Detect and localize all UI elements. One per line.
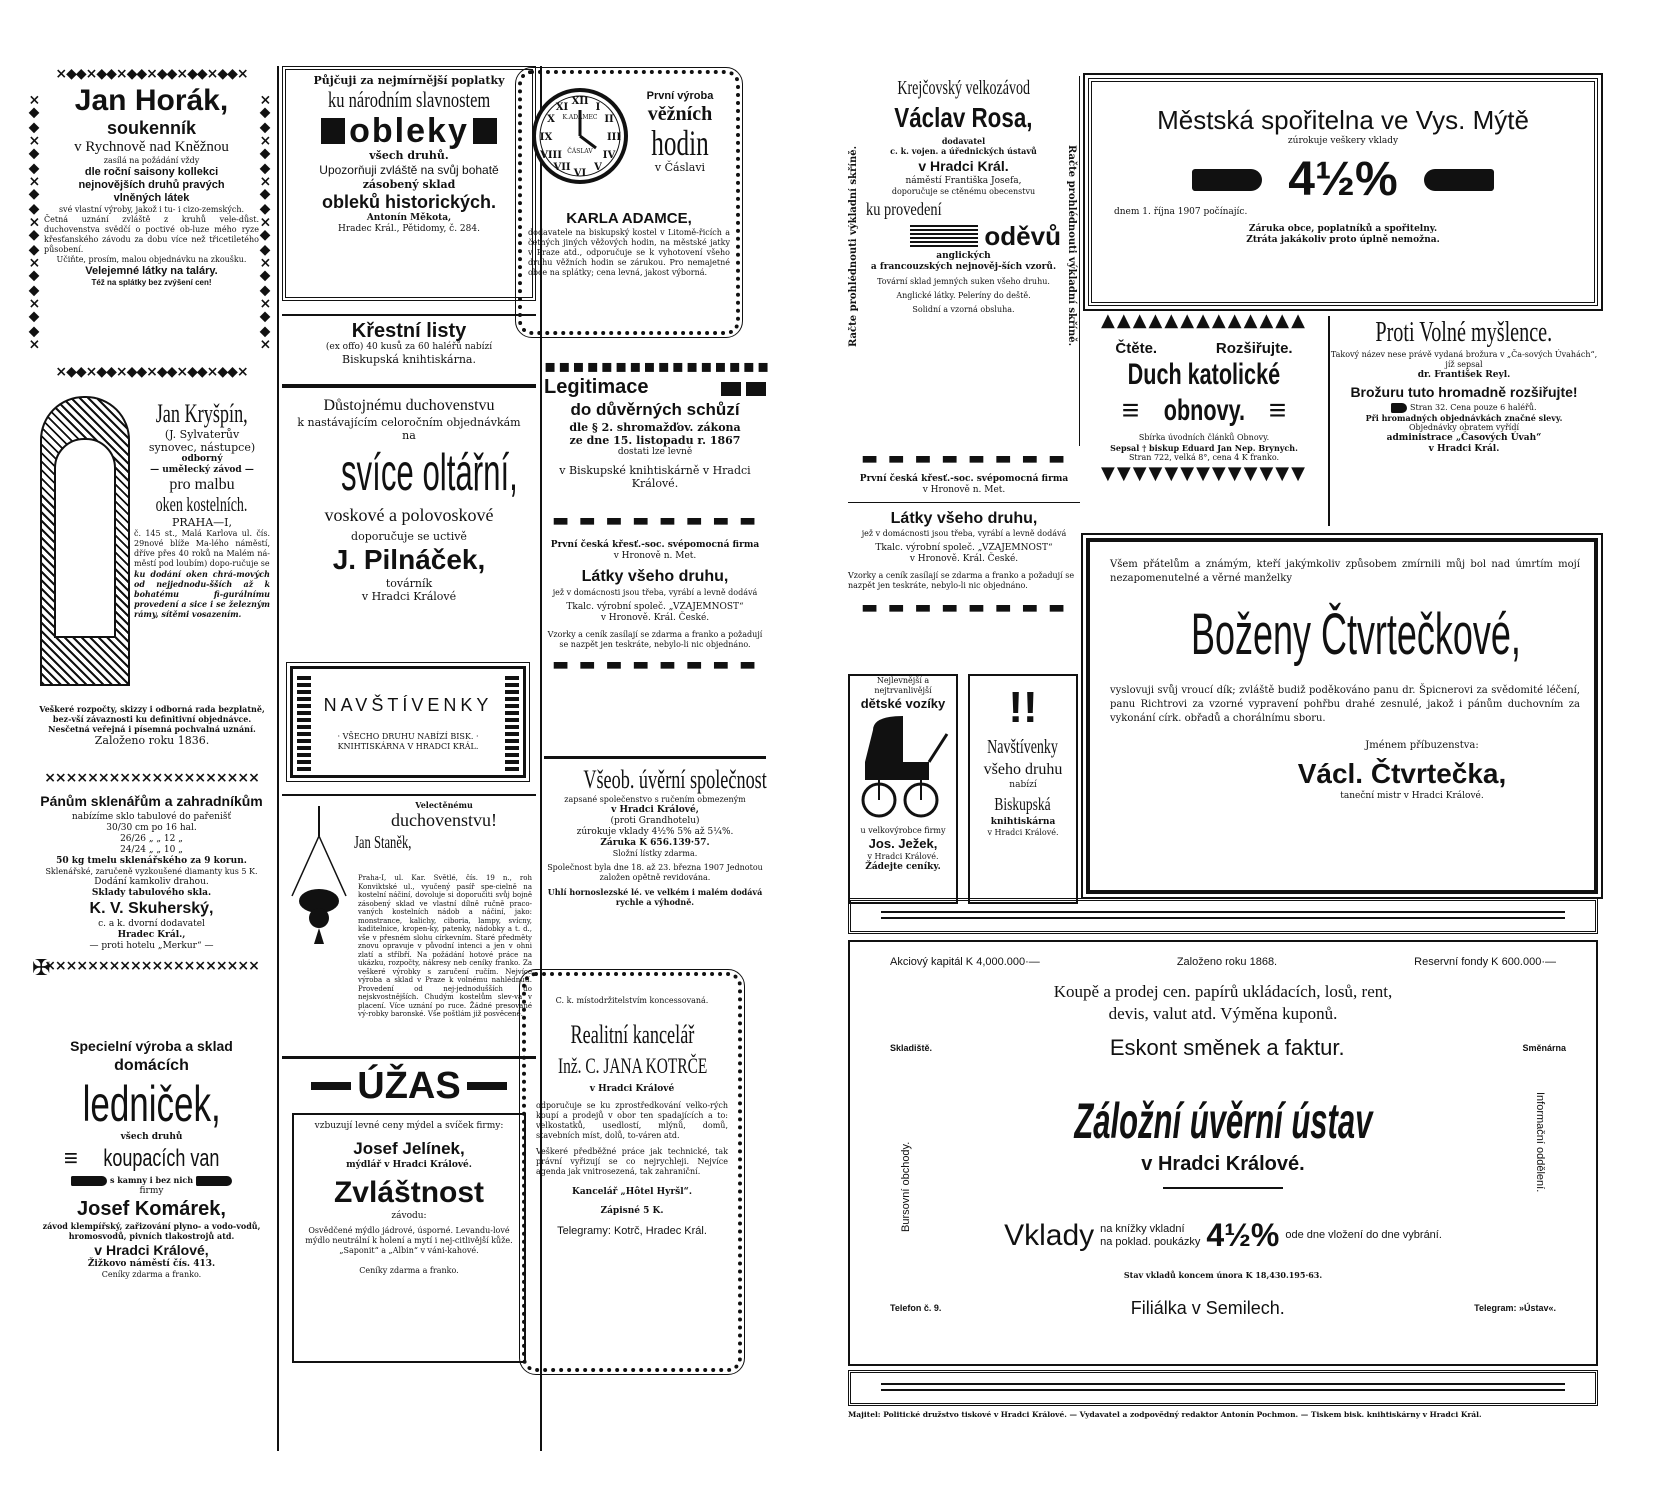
svg-text:X: X (547, 114, 555, 125)
ad-text: Objednávky obratem vyřídí (1408, 423, 1520, 432)
interest-rate: 4½% (1206, 1217, 1280, 1253)
clock-label: K.ADAMEC (562, 114, 598, 121)
ad-text: č. 145 st., Malá Karlova ul. čís. 29nové blíže Ma-lého náměstí, dříve přes 40 roků na Malém ná-městí pod loubím) dopo-ručuje se (134, 529, 270, 568)
ad-text: administrace „Časových Úvah“ (1386, 433, 1542, 443)
ad-text: voskové a polovoskové (324, 505, 494, 525)
ad-text: v Hradci Králové, (611, 805, 699, 815)
ad-text: jež v domácnosti jsou třeba, vyrábí a levně dodává (861, 529, 1067, 538)
ad-text: taneční mistr v Hradci Králové. (1340, 791, 1484, 801)
lines-graphic (910, 225, 978, 247)
ad-text: Upozorňuji zvláště na svůj bohatě (319, 163, 499, 177)
ad-text: Hradec Král., (117, 930, 186, 940)
ad-headline: svíce oltářní, (340, 444, 518, 502)
ad-text: Koupě a prodej cen. papírů ukládacích, losů, rent, (1053, 982, 1393, 1001)
ad-text: na knížky vkladní (1100, 1222, 1185, 1235)
ad-text: Společnost byla dne 18. až 23. března 1907 Jednotou založen opětně revidována. (547, 863, 763, 882)
ad-text: v Čáslavi (654, 161, 706, 174)
ad-uzas (282, 1056, 536, 1376)
ad-text: Složní lístky zdarma. (612, 849, 698, 858)
imprint-footer: Majitel: Politické družstvo tiskové v Hradci Králové. — Vydavatel a zodpovědný redaktor Antonín Pochmon. — Tiskem bisk. knihtiskárny v Hradci Král. (848, 1410, 1482, 1419)
ad-text: nejnovějších druhů pravých (78, 179, 225, 191)
ad-text: Vzorky a ceník zasílají se zdarma a franko a požadují se nazpět jen teskráte, nebylo-li nic objednáno. (848, 571, 1075, 590)
ad-text: 26/26 „ „ 12 „ (120, 834, 183, 844)
svg-text:II: II (604, 114, 614, 125)
ad-lednice (30, 1036, 273, 1366)
ad-text: ode dne vložení do dne vybrání. (1285, 1229, 1442, 1241)
ad-text: Též na splátky bez zvýšení cen! (91, 278, 212, 287)
ad-headline: KARLA ADAMCE, (566, 210, 692, 227)
ad-kryspin (30, 392, 273, 762)
ad-text: dle § 2. shromažďov. zákona (569, 421, 741, 434)
ad-text: Praha-I, ul. Kar. Světlé, čís. 19 n., roh Konviktské ul., vyučený pasíř spe-cielně na kostelní náčiní, dovoluje si doporučiti svůj bojně zásobený sklad ve vlastní dílně ručně praco-vaných kostelních nádob a náčiní, jako: monstrance, kalichy, ciboria, lampy, svícny, kaditelnice, kropen-ky, patenky, nádobky a t. d., vše v přesném slohu církevním. Staré předměty znovu opravuje v původní intenci a jen v ohni zlatí a stříbří. Na požádání hotové práce na ukázku, rozpočty, nákresy neb ceníky franko. Za veškeré výrobky s zaručení ručím. Nejvíce výroba a sklad v Praze k volnému nahlédnutí. Provedení od nej-jednodušších do nejskvostnějších. Chudým kostelům slev-va v placení. Více uznání po ruce. Žádné presované vý-robky baronské. Vše poštlám již posvěcené. (358, 874, 532, 1018)
ad-text: Zápisné 5 K. (600, 1206, 664, 1216)
ad-text: Sbírka úvodních článků Obnovy. (1138, 433, 1270, 442)
ad-text: Krejčovský velkozávod (897, 77, 1030, 99)
ad-text: v Hradci Králové (361, 590, 457, 603)
ad-headline: Boženy Čtvrtečkové, (1191, 602, 1521, 667)
ad-horak (26, 66, 273, 386)
ad-text: Stav vkladů koncem února K 18,430.195·63. (1123, 1270, 1323, 1280)
ad-headline: Brožuru tuto hromadně rozšiřujte! (1350, 384, 1578, 400)
ad-obleky (282, 66, 536, 301)
black-block (721, 382, 741, 396)
ad-text: Antonín Měkota, (366, 213, 452, 223)
ad-text: Důstojnému duchovenstvu (323, 397, 495, 414)
ad-text: — umělecký závod — (150, 465, 254, 475)
ad-text: Při hromadných objednávkách značné slevy. (1365, 413, 1563, 423)
eagle-icon: ✠ (32, 956, 51, 981)
ad-podekovani (1086, 538, 1598, 894)
svg-text:III: III (606, 132, 622, 143)
svg-text:VII: VII (553, 162, 571, 173)
ornament-row: ▬ ▬ ▬ ▬ ▬ ▬ ▬ ▬ (860, 448, 1068, 469)
ad-text: Rozšiřujte. (1215, 340, 1293, 357)
ad-text: dnem 1. října 1907 počínajíc. (1114, 207, 1248, 217)
ad-text: První výroba (646, 90, 714, 102)
advertiser-name: Jan Kryšpín, (155, 399, 249, 428)
ad-headline: Záložní úvěrní ústav (1073, 1093, 1373, 1149)
ad-text: Anglické látky. Peleríny do deště. (896, 291, 1031, 300)
ad-text: 24/24 „ „ 10 „ (120, 845, 183, 855)
ad-text: (ex offo) 40 kusů za 60 haléřů nabízí (325, 342, 493, 352)
ad-text: k nastávajícím celoročním objednávkám (297, 416, 521, 429)
ad-text: na poklad. poukázky (1100, 1235, 1201, 1248)
ad-sporitelna (1088, 78, 1598, 306)
ad-hodiny (518, 70, 740, 335)
ornament-band (297, 673, 311, 771)
ad-text: Sepsal † biskup Eduard Jan Nep. Brynych. (1110, 443, 1298, 453)
ornament-row: ▼▼▼▼▼▼▼▼▼▼▼▼▼ (1101, 463, 1307, 484)
ad-text: Nejlevnější a nejtrvanlivější (874, 676, 932, 695)
ad-headline: obnovy. (1163, 394, 1245, 427)
ad-headline: Eskont směnek a faktur. (1109, 1035, 1345, 1060)
interest-rate: 4½% (1288, 153, 1398, 206)
right-page (848, 76, 1608, 1486)
ad-text: Stran 32. Cena pouze 6 haléřů. (1410, 403, 1537, 412)
ad-headline: Všeob. úvěrní společnost (583, 765, 767, 794)
ad-headline: !! (1008, 683, 1038, 732)
ad-headline: NAVŠTÍVENKY (323, 695, 493, 715)
ad-text: Telegram: »Ústav«. (1474, 1303, 1556, 1313)
ad-text: dostati lze levně (617, 447, 693, 457)
advertiser-name: Inž. C. JANA KOTRČE (557, 1053, 708, 1078)
ad-hronov-2 (848, 450, 1080, 670)
ad-text: Žádejte ceníky. (865, 862, 941, 872)
ad-text: své vlastní výroby, jakož i tu- i cizo-zemských. (58, 205, 245, 214)
ad-text: odborný (181, 454, 223, 464)
ad-headline: Zvláštnost (333, 1176, 485, 1209)
svg-text:XII: XII (571, 96, 589, 107)
ad-text: firmy (139, 1186, 164, 1196)
ad-text: zúrokuje veškery vklady (1287, 136, 1399, 146)
ad-text: Záruka K 656.139·57. (600, 838, 710, 848)
pram-icon (855, 712, 951, 822)
ad-text: První česká křesť.-soc. svépomocná firma (550, 540, 760, 550)
ad-text: Takový název nese právě vydaná brožura v „Ča-sových Úvahách“, jíž sepsal (1330, 350, 1598, 369)
ad-text: Telegramy: Kotrč, Hradec Král. (557, 1225, 707, 1237)
ad-headline: Realitní kancelář (570, 1020, 694, 1049)
ad-text: dodavatel (941, 136, 986, 146)
ad-text: v Hradci Král. (1428, 444, 1500, 454)
pointing-hand-right-icon (1192, 169, 1262, 191)
equals-icon: ≡ (1121, 394, 1148, 427)
ad-text: — proti hotelu „Merkur“ — (89, 941, 214, 951)
ad-text: KNIHTISKÁRNA V HRADCI KRÁL. (337, 742, 479, 751)
ad-text: Směnárna (1522, 1042, 1566, 1053)
ad-text: Biskupská knihtiskárna. (342, 353, 476, 366)
advertiser-name: Jan Staněk, (354, 832, 412, 852)
ornament-border-right: ⨯◆◆⨯◆◆⨯◆◆⨯◆◆⨯◆◆⨯◆◆⨯ (257, 94, 273, 350)
advertiser-name: Jan Horák, (74, 84, 229, 117)
ad-text: závod klempířský, zařizování plyno- a vodo-vodů, hromosvodů, pivních tlakostrojů atd. (42, 1221, 261, 1241)
ad-text: C. k. místodržitelstvím koncessovaná. (555, 996, 709, 1005)
ad-volne-myslence (1328, 316, 1598, 526)
svg-text:V: V (594, 162, 602, 173)
ad-text: v Hronově. Král. České. (600, 613, 710, 623)
ad-text: ze dne 15. listopadu r. 1867 (569, 434, 741, 447)
ad-text: synovec, nástupce) (148, 441, 256, 454)
ad-text: a francouzských nejnověj-ších vzorů. (870, 262, 1057, 272)
ad-text: zasílá na požádání vždy (103, 156, 200, 165)
advertiser-trade: soukenník (106, 118, 197, 138)
black-block (746, 382, 766, 396)
ad-text: v Biskupské knihtiskárně v Hradci Králové. (559, 464, 751, 490)
ad-text: anglických (936, 251, 991, 261)
ad-text: Skladiště. (890, 1042, 933, 1053)
ad-text: na (402, 429, 416, 442)
pointing-hand-left-icon (1424, 169, 1494, 191)
ad-duch-katolicke (1086, 312, 1322, 532)
ad-text: továrník (385, 577, 433, 590)
svg-text:VI: VI (573, 168, 587, 179)
advertiser-name: K. V. Skuherský, (89, 900, 214, 917)
ad-text: vlněných látek (113, 192, 190, 204)
black-block (321, 118, 345, 144)
ad-headline: věžních (647, 103, 713, 125)
ad-text: Reservní fondy K 600.000·— (1414, 956, 1556, 968)
advertiser-place: v Rychnově nad Kněžnou (74, 139, 229, 155)
ad-text: Sklady tabulového skla. (91, 888, 212, 898)
ornament-border-left: ⨯◆◆⨯◆◆⨯◆◆⨯◆◆⨯◆◆⨯◆◆⨯ (26, 94, 42, 350)
advertiser-name: Václ. Čtvrtečka, (1297, 758, 1507, 789)
ad-headline: obleky (349, 112, 469, 150)
ad-headline: Látky všeho druhu, (581, 568, 729, 585)
ad-text: Sklenářské, zaručeně vyzkoušené diamanty kus 5 K. (45, 867, 258, 876)
ad-text: c. k. vojen. a úřednických ústavů (890, 146, 1037, 156)
svg-text:IV: IV (602, 150, 616, 161)
side-text: Račte prohlédnouti výkladní skříně. (1066, 145, 1077, 347)
ad-text: doporučuje se uctivě (351, 530, 467, 543)
ad-text: (J. Sylvaterův (164, 428, 240, 441)
ad-text: Stran 722, velká 8°, cena 4 K franko. (1128, 453, 1280, 462)
ad-headline: obleků historických. (321, 192, 497, 212)
ad-text: c. a k. dvorní dodavatel (98, 919, 205, 929)
ad-uverni-spolecnost (544, 756, 766, 966)
ad-krestni-listy (282, 314, 536, 374)
banner-top (848, 898, 1598, 934)
ad-text: nabízí (1009, 780, 1037, 790)
ad-text: domácích (114, 1057, 189, 1074)
ad-text: Založeno roku 1836. (94, 734, 210, 747)
ad-text: odporučuje se ku zprostředkování velko-rých koupí a prodejů v obor ten spadajících a to: velkostatků, usedlostí, mlýnů, domů, stavebních míst, dolů, to-váren atd. (536, 1101, 728, 1140)
advertiser-name: J. Pilnáček, (332, 544, 486, 575)
ad-text: Kancelář „Hôtel Hyršl“. (572, 1187, 692, 1197)
ad-text: v Hradci Králové. (987, 828, 1059, 837)
ornament-row: ⨯⨯⨯⨯⨯⨯⨯⨯⨯⨯⨯⨯⨯⨯⨯⨯⨯⨯⨯⨯ (44, 770, 259, 786)
ad-text: Tkalc. výrobní společ. „VZAJEMNOST“ (566, 602, 744, 612)
ad-text: PRAHA—I, (171, 516, 232, 529)
ad-headline: Látky všeho druhu, (890, 510, 1038, 527)
svg-text:I: I (595, 102, 601, 113)
ad-text: pro malbu (169, 476, 235, 493)
ad-text: všech druhů. (369, 149, 449, 162)
ornament-row: ⨯⨯⨯⨯⨯⨯⨯⨯⨯⨯⨯⨯⨯⨯⨯⨯⨯⨯⨯⨯ (44, 958, 259, 974)
ad-text: vyslovuji svůj vroucí dík; zvláště budiž poděkováno panu dr. Špicnerovi za svědomité léčení, panu Richtrovi za vzorné vypravení pohřbu drahé zesnulé, jakož i pánům duchovním za vykonání círk. obřadů a chorálnímu sboru. (1110, 685, 1580, 724)
ad-text: knihtiskárna (990, 817, 1056, 827)
ad-rosa (848, 76, 1080, 446)
ad-text: Ceníky zdarma a franko. (359, 1266, 459, 1275)
ad-text: náměstí Františka Josefa, (905, 176, 1022, 186)
ad-text: Veškeré předběžné práce jak technické, tak právní vyřizují se co nejrychleji. Nejvíce agenda jak vnitrosezená, tak zahraniční. (536, 1147, 728, 1176)
ad-headline: v Hradci Králové. (1141, 1153, 1305, 1175)
black-block (473, 118, 497, 144)
ad-text: zúrokuje vklady 4½% 5% až 5¼%. (576, 827, 734, 837)
ad-svice (282, 384, 536, 654)
ad-text: Telefon č. 9. (890, 1303, 942, 1313)
ad-text: Četná uznání zvláště z kruhů vele-důst. duchovenstva svědčí o poctivé ob-luze mého ryze křesťanského závodu za dobu více než třicetiletého působení. (44, 215, 259, 254)
left-page (26, 66, 805, 1466)
column-divider (277, 66, 279, 1451)
ad-text: Hradec Král., Pětidomy, č. 284. (338, 224, 480, 234)
ad-text: Biskupská (994, 794, 1052, 814)
equals-icon: ≡ (63, 1145, 85, 1172)
ornament-row: ▬ ▬ ▬ ▬ ▬ ▬ ▬ ▬ (551, 654, 759, 675)
ad-headline: ledniček, (82, 1076, 221, 1132)
ad-text: zapsané společenstvo s ručením obmezeným (564, 795, 746, 804)
ad-text: dr. František Reyl. (1417, 370, 1511, 380)
ad-headline: Vklady (1004, 1218, 1095, 1252)
clock-label: ČÁSLAV (567, 148, 593, 155)
ad-headline: dětské vozíky (860, 696, 946, 711)
advertiser-name: Josef Komárek, (77, 1198, 226, 1220)
ad-headline: ku národním slavnostem (327, 87, 491, 112)
pointing-hand-icon (71, 1176, 107, 1186)
svg-text:XI: XI (555, 102, 569, 113)
pointing-hand-icon (1391, 403, 1407, 413)
ad-headline: Pánům sklenářům a zahradníkům (40, 793, 263, 809)
side-text: Račte prohlédnouti výkladní skříně. (848, 145, 859, 347)
pointing-hand-icon (196, 1176, 232, 1186)
ad-text: Všem přátelům a známým, kteří jakýmkoliv způsobem zmírnili můj bol nad úmrtím mojí nezapomenutelné a věrné manželky (1110, 559, 1580, 584)
ad-text: Filiálka v Semilech. (1130, 1298, 1285, 1318)
ad-text: zásobený sklad (362, 178, 456, 191)
ad-text: s kamny i bez nich (109, 1175, 194, 1185)
ad-text: Specielní výroba a sklad (70, 1038, 233, 1054)
ad-text: Učiňte, prosím, malou objednávku na zkoušku. (56, 255, 247, 264)
ad-text: (proti Grandhotelu) (610, 816, 700, 826)
advertiser-name: Josef Jelínek, (353, 1139, 465, 1158)
ad-stanek (282, 794, 536, 1044)
ad-headline: ÚŽAS (357, 1065, 461, 1107)
ad-text: nabízíme sklo tabulové do pařenišť (71, 812, 232, 822)
clock-icon (530, 86, 630, 186)
ad-realitni (522, 972, 742, 1372)
svg-text:IX: IX (539, 132, 553, 143)
ad-headline: hodin (651, 123, 709, 163)
ad-headline: oken kostelních. (156, 494, 248, 516)
ad-headline: ku provedení (866, 199, 942, 219)
ornament-border-top: ⨯◆◆⨯◆◆⨯◆◆⨯◆◆⨯◆◆⨯◆◆⨯ (55, 66, 248, 82)
banner-bottom (848, 1370, 1598, 1406)
ad-text: dodavatele na biskupský kostel v Litomě-řicích a četných jiných věžových hodin, na městské jatky v Praze atd., odporučuje se k vyhotovení všeho druhu věžních hodin se zárukou. Pro nemajetné obce na splátky; cena levná, jakost výborná. (528, 228, 730, 277)
ad-text: Žižkovo náměstí čís. 413. (87, 1259, 216, 1269)
ad-text: v Hradci Král. (918, 158, 1009, 174)
ad-text: u velkovýrobce firmy (860, 826, 946, 835)
ornament-border-bottom: ⨯◆◆⨯◆◆⨯◆◆⨯◆◆⨯◆◆⨯◆◆⨯ (55, 364, 248, 380)
ad-text: Tkalc. výrobní společ. „VZAJEMNOST“ (875, 543, 1053, 553)
ad-text: Vzorky a ceník zasílají se zdarma a franko a požadují se nazpět jen teskráte, nebylo-li nic objednáno. (547, 630, 763, 649)
ad-text: dle roční saisony kollekci (84, 166, 219, 178)
ad-text: v Hronově n. Met. (922, 485, 1006, 495)
ad-text: Uhlí hornoslezské lé. ve velkém i malém dodává rychle a výhodně. (547, 887, 763, 907)
ad-text: Akciový kapitál K 4,000.000·— (890, 956, 1040, 968)
ad-text: vzbuzují levné ceny mýdel a svíček firmy: (314, 1121, 504, 1131)
ad-zalozni-ustav (848, 898, 1598, 1408)
ad-headline: koupacích van (103, 1145, 220, 1172)
ad-navstivenky-2 (968, 674, 1078, 904)
advertiser-name: Václav Rosa, (894, 102, 1033, 133)
side-text: Informační oddělení. (1534, 1092, 1546, 1193)
ad-text: ku dodání oken chrá-mových od nejjednodu-šších až k bohatému fi-gurálnímu provedení a sice i se železným rámy, sítěmi vosazením. (134, 569, 270, 619)
stained-glass-image (40, 396, 130, 686)
ornament-band (505, 673, 519, 771)
ad-navstivenky (290, 666, 526, 778)
ad-text: Veškeré rozpočty, skizzy i odborná rada bezplatně, bez-vší závaznosti ku definitivní objednávce. (39, 704, 265, 724)
side-text: Bursovní obchody. (900, 1141, 912, 1232)
ad-text: mýdlář v Hradci Králové. (346, 1160, 472, 1170)
ad-headline: do důvěrných schůzí (570, 400, 740, 419)
ad-text: v Hronově n. Met. (613, 551, 697, 561)
ad-legitimace (544, 356, 772, 498)
ad-headline: Proti Volné myšlence. (1375, 317, 1553, 348)
ad-text: Velectěnému (415, 800, 473, 810)
ad-text: Nesčetná veřejná i písemná pochvalná uznání. (48, 724, 256, 734)
ad-text: Půjčuji za nejmírnější poplatky (313, 74, 505, 87)
ad-headline: oděvů (984, 221, 1061, 251)
ad-text: Velejemné látky na taláry. (85, 265, 218, 277)
ad-text: v Hradci Králové (589, 1084, 675, 1094)
ad-headline: Navštívenky (987, 736, 1059, 758)
ad-text: Záruka obce, poplatníků a spořitelny. (1248, 224, 1438, 234)
ad-text: Jménem příbuzenstva: (1365, 740, 1479, 751)
ad-text: Solidní a vzorná obsluha. (912, 305, 1015, 314)
equals-icon: ≡ (1260, 394, 1287, 427)
advertiser-name: Jos. Ježek, (868, 836, 938, 851)
ornament-row: ▬ ▬ ▬ ▬ ▬ ▬ ▬ ▬ (551, 510, 759, 531)
ornament-row: ▬ ▬ ▬ ▬ ▬ ▬ ▬ ▬ (860, 597, 1068, 618)
ad-text: závodu: (391, 1211, 427, 1221)
black-bar (311, 1082, 351, 1090)
ad-text: doporučuje se ctěnému obecenstvu (891, 187, 1036, 196)
ad-text: Dodání kamkoliv drahou. (94, 877, 209, 887)
ad-text: v Hradci Králové, (94, 1242, 209, 1258)
ad-text: · VŠECHO DRUHU NABÍZÍ BISK. · (337, 732, 479, 741)
ad-text: devis, valut atd. Výměna kuponů. (1108, 1004, 1338, 1023)
ad-text: 50 kg tmelu sklenářského za 9 korun. (56, 856, 247, 866)
ad-headline: Městská spořitelna ve Vys. Mýtě (1157, 105, 1529, 135)
ad-sklo (30, 770, 273, 1020)
ad-text: První česká křesť.-soc. svépomocná firma (859, 474, 1069, 484)
ad-headline: Křestní listy (351, 320, 467, 342)
svg-text:VIII: VIII (540, 150, 562, 161)
ad-hronov (544, 512, 766, 742)
ad-text: Osvědčené mýdlo jádrové, úsporné. Levandu-lové mýdlo neutrální k holení a mytí i nej-citlivější kůže. „Saponit“ a „Albin“ v váni-kahové. (305, 1226, 513, 1255)
ad-text: všeho druhu (983, 761, 1063, 778)
ad-text: v Hronově. Král. České. (909, 554, 1019, 564)
ad-headline: Legitimace (544, 376, 649, 398)
ad-headline: Duch katolické (1127, 358, 1281, 391)
ad-text: Ceníky zdarma a franko. (101, 1270, 202, 1279)
black-bar (467, 1082, 507, 1090)
ad-text: jež v domácnosti jsou třeba, vyrábí a levně dodává (552, 588, 758, 597)
ornament-row: ▲▲▲▲▲▲▲▲▲▲▲▲▲ (1101, 310, 1307, 331)
ad-text: Čtěte. (1115, 340, 1158, 357)
ad-text: v Hradci Králové. (867, 852, 939, 861)
ornament-row: ▪▪▪▪▪▪▪▪▪▪▪▪▪▪▪▪ (544, 356, 772, 377)
ad-text: všech druhů (120, 1132, 183, 1142)
ad-text: Tovární sklad jemných suken všeho druhu. (877, 277, 1050, 286)
ad-text: Ztráta jakákoliv proto úplně nemožna. (1246, 235, 1440, 245)
ad-text: Založeno roku 1868. (1176, 956, 1278, 968)
ad-headline: duchovenstvu! (391, 810, 497, 830)
ad-vozik (848, 674, 958, 904)
ad-text: 30/30 cm po 16 hal. (106, 823, 197, 833)
